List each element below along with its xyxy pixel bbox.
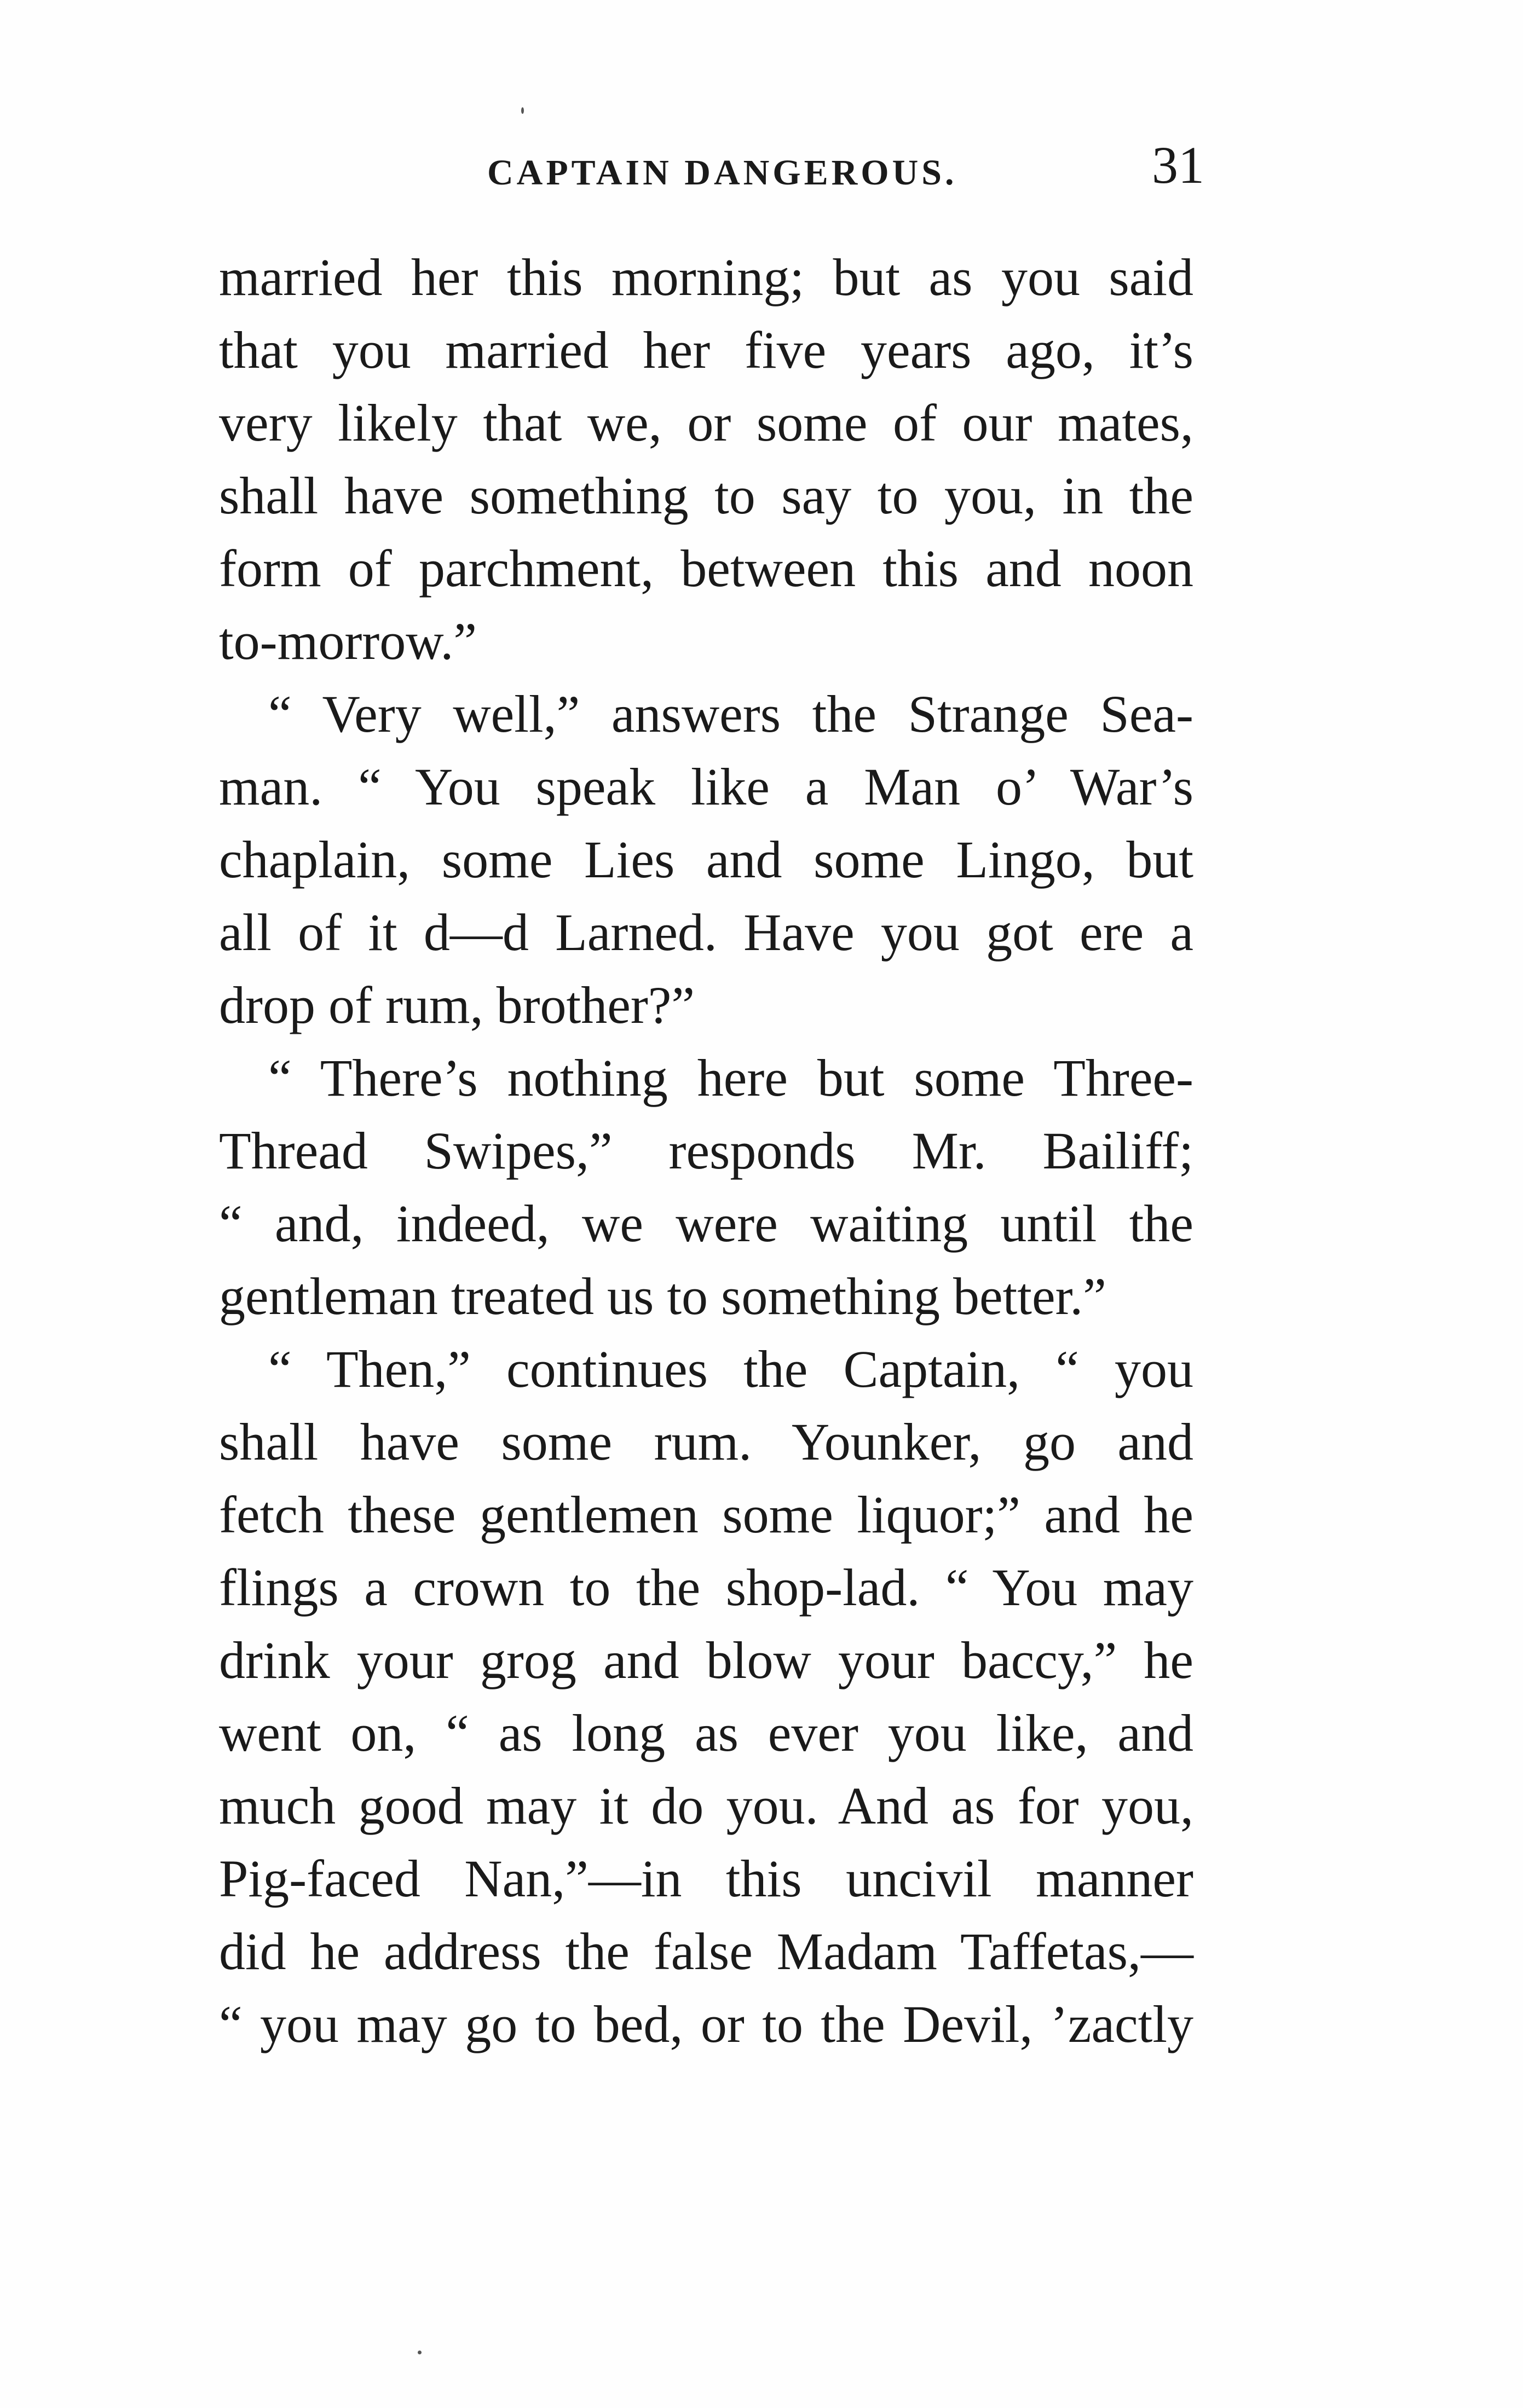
page-number: 31 [1152,136,1204,194]
text-line: drop of rum, brother?” [219,976,695,1034]
page-header [219,136,1204,212]
text-line: form of parchment, between this and noon [219,539,1193,598]
text-line: man. “ You speak like a Man o’ War’s [219,757,1193,816]
text-line: “ There’s nothing here but some Three- [268,1049,1193,1107]
text-line: fetch these gentlemen some liquor;” and he [219,1485,1193,1544]
text-line: drink your grog and blow your baccy,” he [219,1631,1193,1689]
text-line: “ you may go to bed, or to the Devil, ’zactly [219,1995,1193,2053]
running-title: CAPTAIN DANGEROUS. [487,153,957,193]
text-line: gentleman treated us to something better.” [219,1267,1106,1325]
speck-mark [418,2351,422,2354]
text-line: did he address the false Madam Taffetas,— [219,1922,1193,1981]
speck-mark [521,107,524,114]
text-line: much good may it do you. And as for you, [219,1776,1193,1835]
text-line: to-morrow.” [219,612,477,670]
body-text [219,241,1193,2060]
text-line: all of it d—d Larned. Have you got ere a [219,903,1193,962]
text-line: Pig-faced Nan,”—in this uncivil manner [219,1849,1193,1908]
text-line: “ Very well,” answers the Strange Sea- [268,685,1193,743]
text-line: “ and, indeed, we were waiting until the [219,1194,1193,1253]
text-line: went on, “ as long as ever you like, and [219,1704,1193,1762]
text-line: shall have something to say to you, in the [219,466,1193,525]
text-line: flings a crown to the shop-lad. “ You may [219,1558,1193,1617]
text-line: Thread Swipes,” responds Mr. Bailiff; [219,1121,1193,1180]
text-line: shall have some rum. Younker, go and [219,1413,1193,1471]
text-line: married her this morning; but as you said [219,248,1193,306]
text-line: “ Then,” continues the Captain, “ you [268,1340,1193,1398]
text-line: chaplain, some Lies and some Lingo, but [219,830,1193,889]
text-line: very likely that we, or some of our mates, [219,393,1193,452]
text-line: that you married her five years ago, it’s [219,321,1193,379]
